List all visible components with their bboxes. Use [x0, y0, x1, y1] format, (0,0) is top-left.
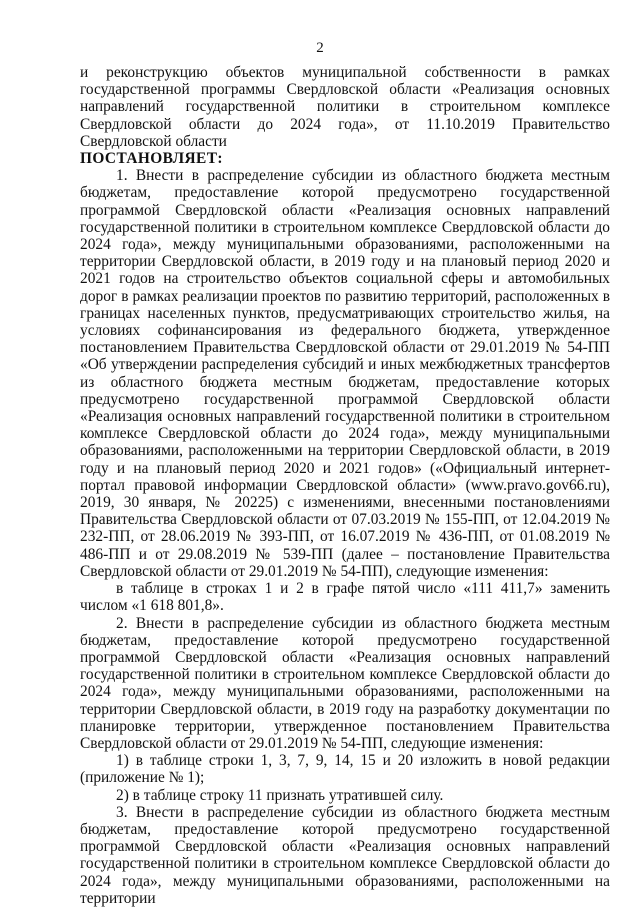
paragraph-intro: и реконструкцию объектов муниципальной собственности в рамках государственной программы Свердловской области «Реализация основных направлений государственной политики в строительном комплексе Свердловской области до 2024 года», от 11.10.2019 Правительство Свердловской области [80, 64, 610, 150]
paragraph-item-2-sub-2: 2) в таблице строку 11 признать утратившей силу. [116, 786, 444, 804]
paragraph-item-3: 3. Внести в распределение субсидии из областного бюджета местным бюджетам, предоставление которой предусмотрено государственной программой Свердловской области «Реализация основных направлений государственной политики в строительном комплексе Свердловской области до 2024 года», между муниципальными образованиями, расположенными на территории [80, 803, 610, 907]
page-number: 2 [316, 40, 324, 56]
paragraph-item-1-change: в таблице в строках 1 и 2 в графе пятой число «111 411,7» заменить числом «1 618 801,8». [80, 580, 610, 615]
paragraph-item-2: 2. Внести в распределение субсидии из областного бюджета местным бюджетам, предоставление которой предусмотрено государственной программой Свердловской области «Реализация основных направлений государственной политики в строительном комплексе Свердловской области до 2024 года», между муниципальными образованиями, расположенными на территории Свердловской области, в 2019 году на разработку документации по планировке территории, утвержденное постановлением Правительства Свердловской области от 29.01.2019 № 54-ПП, следующие изменения: [80, 614, 610, 752]
paragraph-item-2-sub-1: 1) в таблице строки 1, 3, 7, 9, 14, 15 и 20 изложить в новой редакции (приложение № 1); [80, 752, 610, 787]
document-body [80, 64, 610, 907]
paragraph-item-1: 1. Внести в распределение субсидии из областного бюджета местным бюджетам, предоставление которой предусмотрено государственной программой Свердловской области «Реализация основных направлений государственной политики в строительном комплексе Свердловской области до 2024 года», между муниципальными образованиями, расположенными на территории Свердловской области, в 2019 году и на плановый период 2020 и 2021 годов на строительство объектов социальной сферы и автомобильных дорог в рамках реализации проектов по развитию территорий, расположенных в границах населенных пунктов, предусматривающих строительство жилья, на условиях софинансирования из федерального бюджета, утвержденное постановлением Правительства Свердловской области от 29.01.2019 № 54-ПП «Об утверждении распределения субсидий и иных межбюджетных трансфертов из областного бюджета местным бюджетам, предоставление которых предусмотрено государственной программой Свердловской области «Реализация основных направлений государственной политики в строительном комплексе Свердловской области до 2024 года», между муниципальными образованиями, расположенными на территории Свердловской области, в 2019 году и на плановый период 2020 и 2021 годов» («Официальный интернет-портал правовой информации Свердловской области» (www.pravo.gov66.ru), 2019, 30 января, № 20225) с изменениями, внесенными постановлениями Правительства Свердловской области от 07.03.2019 № 155-ПП, от 12.04.2019 № 232-ПП, от 28.06.2019 № 393-ПП, от 16.07.2019 № 436-ПП, от 01.08.2019 № 486-ПП и от 29.08.2019 № 539-ПП (далее – постановление Правительства Свердловской области от 29.01.2019 № 54-ПП), следующие изменения: [80, 167, 610, 580]
resolution-heading: ПОСТАНОВЛЯЕТ: [80, 150, 223, 168]
